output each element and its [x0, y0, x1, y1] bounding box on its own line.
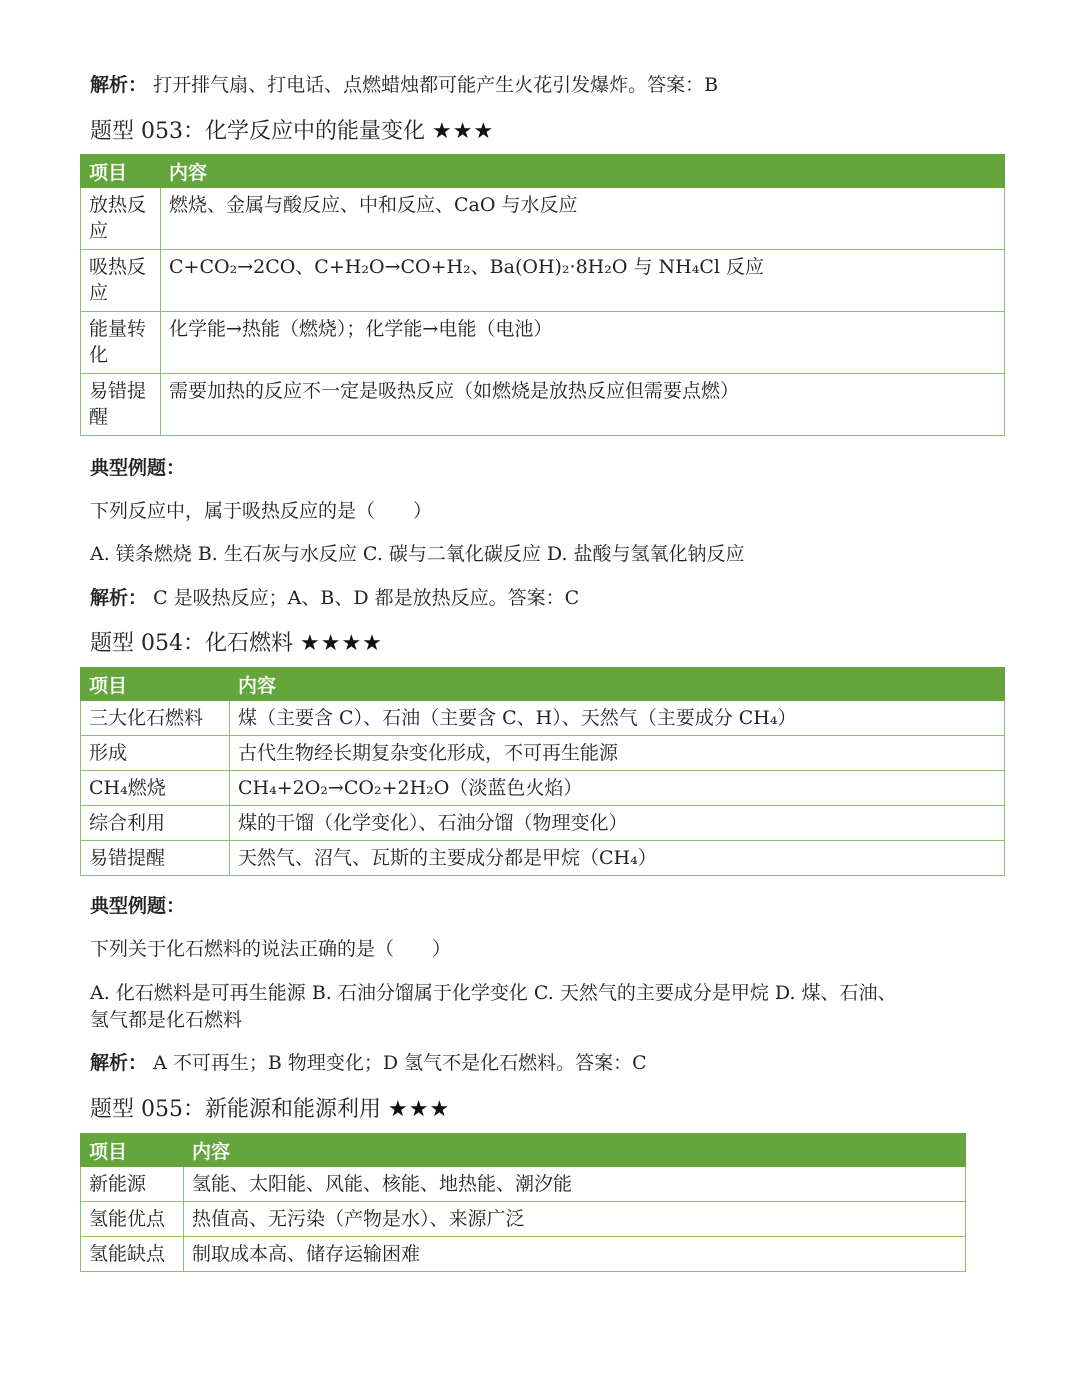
header-content: 内容: [230, 668, 1005, 701]
top-analysis: [90, 72, 718, 98]
header-item: 项目: [81, 155, 161, 188]
row-item: 放热反应: [81, 188, 161, 250]
section-054-heading: [90, 629, 383, 659]
row-content: 天然气、沼气、瓦斯的主要成分都是甲烷（CH₄）: [230, 841, 1005, 876]
section-055-heading: [90, 1095, 450, 1125]
row-item: 新能源: [81, 1167, 184, 1202]
row-item: 氢能优点: [81, 1202, 184, 1237]
header-item: 项目: [81, 668, 230, 701]
section-title: 题型 053：化学反应中的能量变化: [90, 119, 425, 144]
table-row: [81, 806, 1005, 841]
table-row: [81, 1167, 966, 1202]
difficulty-stars: ★★★: [388, 1097, 451, 1122]
table-row: [81, 312, 1005, 374]
row-item: 形成: [81, 736, 230, 771]
row-item: 易错提醒: [81, 374, 161, 436]
table-row: [81, 374, 1005, 436]
section-title: 题型 055：新能源和能源利用: [90, 1097, 381, 1122]
section-title: 题型 054：化石燃料: [90, 631, 293, 656]
question-text: 下列反应中，属于吸热反应的是（ ）: [90, 500, 433, 522]
row-item: 综合利用: [81, 806, 230, 841]
difficulty-stars: ★★★: [432, 119, 495, 144]
header-item: 项目: [81, 1134, 184, 1167]
row-item: 氢能缺点: [81, 1237, 184, 1272]
row-content: 古代生物经长期复杂变化形成，不可再生能源: [230, 736, 1005, 771]
row-content: 煤（主要含 C）、石油（主要含 C、H）、天然气（主要成分 CH₄）: [230, 701, 1005, 736]
row-content: C+CO₂→2CO、C+H₂O→CO+H₂、Ba(OH)₂·8H₂O 与 NH₄Cl 反应: [161, 250, 1005, 312]
table-row: [81, 736, 1005, 771]
table-header-row: [81, 1134, 966, 1167]
row-content: 热值高、无污染（产物是水）、来源广泛: [184, 1202, 966, 1237]
section-053-table: [80, 154, 1005, 436]
table-row: [81, 250, 1005, 312]
table-row: [81, 771, 1005, 806]
table-row: [81, 1202, 966, 1237]
example-label: 典型例题：: [90, 895, 186, 917]
analysis-label: 解析：: [90, 74, 148, 96]
options-text: A. 镁条燃烧 B. 生石灰与水反应 C. 碳与二氧化碳反应 D. 盐酸与氢氧化钠反应: [90, 543, 745, 565]
table-row: [81, 841, 1005, 876]
table-header-row: [81, 155, 1005, 188]
row-item: 三大化石燃料: [81, 701, 230, 736]
header-content: 内容: [161, 155, 1005, 188]
options-text-line2: 氢气都是化石燃料: [90, 1009, 243, 1031]
row-content: CH₄+2O₂→CO₂+2H₂O（淡蓝色火焰）: [230, 771, 1005, 806]
table-row: [81, 701, 1005, 736]
analysis-text: 打开排气扇、打电话、点燃蜡烛都可能产生火花引发爆炸。答案：B: [153, 74, 719, 96]
row-item: CH₄燃烧: [81, 771, 230, 806]
section-054-table: [80, 667, 1005, 876]
row-content: 化学能→热能（燃烧）；化学能→电能（电池）: [161, 312, 1005, 374]
row-content: 需要加热的反应不一定是吸热反应（如燃烧是放热反应但需要点燃）: [161, 374, 1005, 436]
difficulty-stars: ★★★★: [300, 631, 383, 656]
options-text-line1: A. 化石燃料是可再生能源 B. 石油分馏属于化学变化 C. 天然气的主要成分是甲烷 D. 煤、石油、: [90, 982, 897, 1004]
section-053-heading: [90, 117, 494, 147]
row-content: 煤的干馏（化学变化）、石油分馏（物理变化）: [230, 806, 1005, 841]
section-054-analysis: [90, 1050, 647, 1076]
row-content: 氢能、太阳能、风能、核能、地热能、潮汐能: [184, 1167, 966, 1202]
row-content: 燃烧、金属与酸反应、中和反应、CaO 与水反应: [161, 188, 1005, 250]
analysis-label: 解析：: [90, 1052, 148, 1074]
table-header-row: [81, 668, 1005, 701]
section-053-analysis: [90, 585, 579, 611]
analysis-label: 解析：: [90, 587, 148, 609]
header-content: 内容: [184, 1134, 966, 1167]
table-row: [81, 1237, 966, 1272]
analysis-text: C 是吸热反应；A、B、D 都是放热反应。答案：C: [153, 587, 580, 609]
analysis-text: A 不可再生；B 物理变化；D 氢气不是化石燃料。答案：C: [153, 1052, 647, 1074]
table-row: [81, 188, 1005, 250]
row-item: 能量转化: [81, 312, 161, 374]
row-item: 易错提醒: [81, 841, 230, 876]
question-text: 下列关于化石燃料的说法正确的是（ ）: [90, 938, 452, 960]
row-content: 制取成本高、储存运输困难: [184, 1237, 966, 1272]
section-055-table: [80, 1133, 966, 1272]
example-label: 典型例题：: [90, 457, 186, 479]
row-item: 吸热反应: [81, 250, 161, 312]
